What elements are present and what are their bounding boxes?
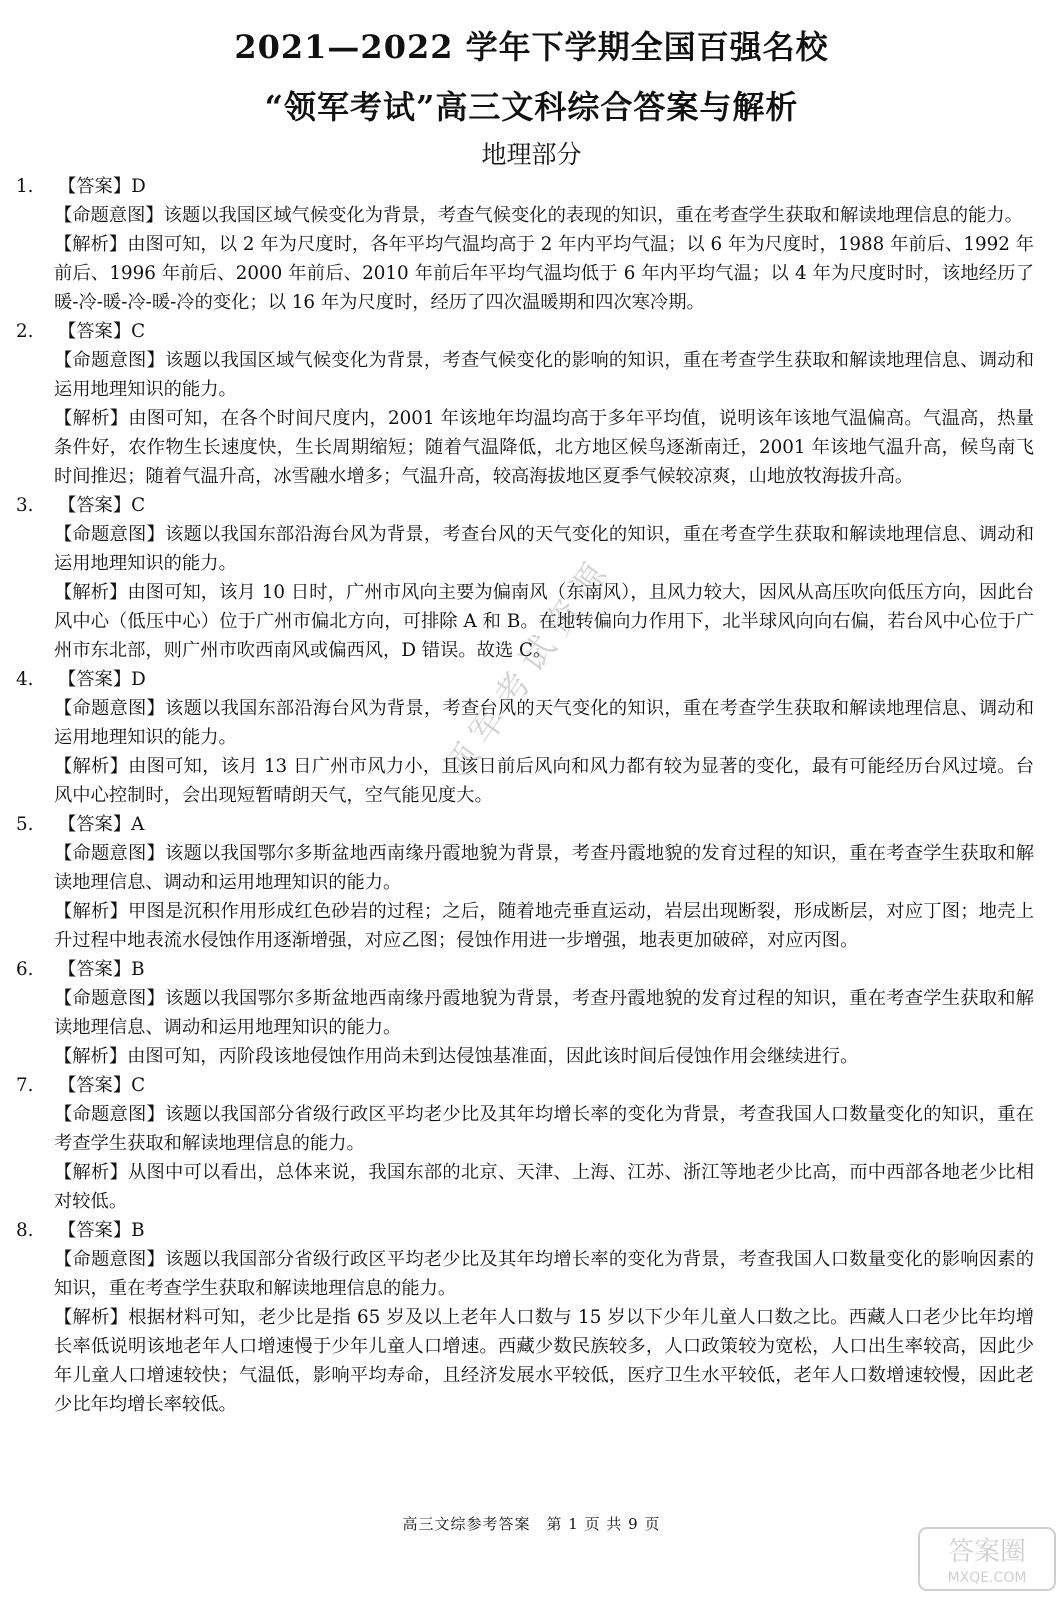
question-block [12, 317, 1034, 491]
question-number: 8. [16, 1220, 34, 1241]
site-logo-icon [917, 1524, 1057, 1594]
analysis-paragraph: 【解析】由图可知，该月 13 日广州市风力小，且该日前后风向和风力都有较为显著的变化，最有可能经历台风过境。台风中心控制时，会出现短暂晴朗天气，空气能见度大。 [54, 756, 1034, 806]
question-block [12, 810, 1034, 955]
intent-paragraph: 【命题意图】该题以我国部分省级行政区平均老少比及其年均增长率的变化为背景，考查我国人口数量变化的影响因素的知识，重在考查学生获取和解读地理信息的能力。 [54, 1249, 1034, 1299]
question-number: 6. [16, 959, 34, 980]
logo-text: 答案圈 [947, 1537, 1027, 1567]
question-block [12, 1071, 1034, 1216]
question-number: 4. [16, 669, 34, 690]
analysis-paragraph: 【解析】由图可知，该月 10 日时，广州市风向主要为偏南风（东南风），且风力较大，因风从高压吹向低压方向，因此台风中心（低压中心）位于广州市偏北方向，可排除 A 和 B。在地转偏向力作用下，北半球风向向右偏，若台风中心位于广州市东北部，则广州市吹西南风或偏西风，D 错误。故选 C。 [54, 582, 1034, 661]
answer-line: 【答案】B [58, 1220, 145, 1241]
analysis-paragraph: 【解析】由图可知，在各个时间尺度内，2001 年该地年均温均高于多年平均值，说明该年该地气温偏高。气温高，热量条件好，农作物生长速度快，生长周期缩短；随着气温降低，北方地区候鸟逐渐南迁，2001 年该地气温升高，候鸟南飞时间推迟；随着气温升高，冰雪融水增多；气温升高，较高海拔地区夏季气候较凉爽，山地放牧海拔升高。 [54, 408, 1034, 487]
intent-paragraph: 【命题意图】该题以我国鄂尔多斯盆地西南缘丹霞地貌为背景，考查丹霞地貌的发育过程的知识，重在考查学生获取和解读地理信息、调动和运用地理知识的能力。 [54, 988, 1034, 1038]
analysis-paragraph: 【解析】由图可知，以 2 年为尺度时，各年平均气温均高于 2 年内平均气温；以 6 年为尺度时，1988 年前后、1992 年前后、1996 年前后、2000 年前后、2010 年前后年平均气温均低于 6 年内平均气温；以 4 年为尺度时时，该地经历了暖-冷-暖-冷-暖-冷的变化；以 16 年为尺度时，经历了四次温暖期和四次寒冷期。 [54, 234, 1034, 313]
question-number: 3. [16, 495, 34, 516]
answer-line: 【答案】C [58, 321, 146, 342]
question-block [12, 665, 1034, 810]
question-block [12, 1216, 1034, 1419]
document-subtitle: “领军考试”高三文科综合答案与解析 [264, 88, 799, 126]
answer-line: 【答案】A [58, 814, 145, 835]
question-block [12, 172, 1034, 317]
intent-paragraph: 【命题意图】该题以我国区域气候变化为背景，考查气候变化的表现的知识，重在考查学生获取和解读地理信息的能力。 [54, 205, 1023, 226]
answer-line: 【答案】D [58, 176, 146, 197]
answer-line: 【答案】B [58, 959, 145, 980]
answer-line: 【答案】D [58, 669, 146, 690]
answer-line: 【答案】C [58, 1075, 146, 1096]
intent-paragraph: 【命题意图】该题以我国东部沿海台风为背景，考查台风的天气变化的知识，重在考查学生获取和解读地理信息、调动和运用地理知识的能力。 [54, 698, 1034, 748]
intent-paragraph: 【命题意图】该题以我国东部沿海台风为背景，考查台风的天气变化的知识，重在考查学生获取和解读地理信息、调动和运用地理知识的能力。 [54, 524, 1034, 574]
document-title: 2021—2022 学年下学期全国百强名校 [234, 28, 829, 66]
question-number: 2. [16, 321, 34, 342]
answer-list [12, 172, 1034, 1419]
intent-paragraph: 【命题意图】该题以我国区域气候变化为背景，考查气候变化的影响的知识，重在考查学生获取和解读地理信息、调动和运用地理知识的能力。 [54, 350, 1034, 400]
question-block [12, 955, 1034, 1071]
intent-paragraph: 【命题意图】该题以我国鄂尔多斯盆地西南缘丹霞地貌为背景，考查丹霞地貌的发育过程的知识，重在考查学生获取和解读地理信息、调动和运用地理知识的能力。 [54, 843, 1034, 893]
intent-paragraph: 【命题意图】该题以我国部分省级行政区平均老少比及其年均增长率的变化为背景，考查我国人口数量变化的知识，重在考查学生获取和解读地理信息的能力。 [54, 1104, 1034, 1154]
analysis-paragraph: 【解析】由图可知，丙阶段该地侵蚀作用尚未到达侵蚀基准面，因此该时间后侵蚀作用会继续进行。 [54, 1046, 859, 1067]
question-number: 5. [16, 814, 34, 835]
watermark: 领军考试资源 [436, 548, 621, 788]
analysis-paragraph: 【解析】从图中可以看出，总体来说，我国东部的北京、天津、上海、江苏、浙江等地老少比高，而中西部各地老少比相对较低。 [54, 1162, 1034, 1212]
answer-line: 【答案】C [58, 495, 146, 516]
page-footer: 高三文综参考答案 第 1 页 共 9 页 [402, 1515, 661, 1533]
section-heading: 地理部分 [481, 140, 582, 169]
question-number: 1. [16, 176, 34, 197]
analysis-paragraph: 【解析】根据材料可知，老少比是指 65 岁及以上老年人口数与 15 岁以下少年儿童人口数之比。西藏人口老少比年均增长率低说明该地老年人口增速慢于少年儿童人口增速。西藏少数民族较多，人口政策较为宽松，人口出生率较高，因此少年儿童人口增速较快；气温低，影响平均寿命，且经济发展水平较低，医疗卫生水平较低，老年人口数增速较慢，因此老少比年均增长率较低。 [54, 1307, 1034, 1415]
analysis-paragraph: 【解析】甲图是沉积作用形成红色砂岩的过程；之后，随着地壳垂直运动，岩层出现断裂，形成断层，对应丁图；地壳上升过程中地表流水侵蚀作用逐渐增强，对应乙图；侵蚀作用进一步增强，地表更加破碎，对应丙图。 [54, 901, 1034, 951]
question-number: 7. [16, 1075, 34, 1096]
question-block [12, 491, 1034, 665]
logo-subtext: MXQE.COM [947, 1570, 1027, 1586]
